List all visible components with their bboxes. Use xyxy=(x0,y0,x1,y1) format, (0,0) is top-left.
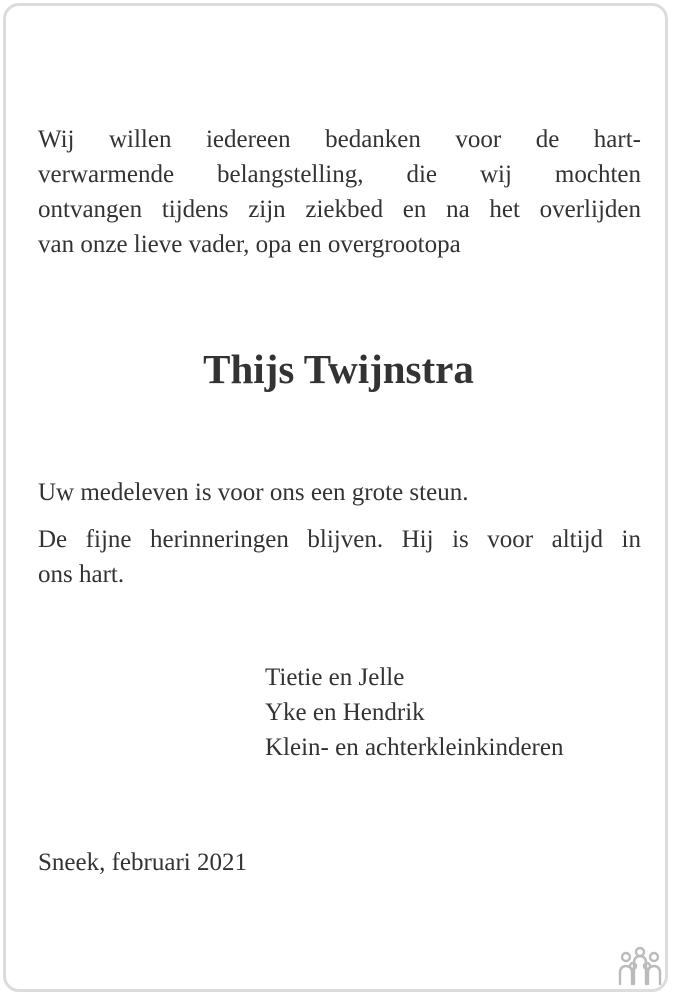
message-line: ons hart. xyxy=(38,561,125,588)
signer: Klein- en achterkleinkinderen xyxy=(265,734,564,761)
intro-line: van onze lieve vader, opa en overgrootopa xyxy=(38,231,461,258)
signer: Yke en Hendrik xyxy=(265,699,425,726)
message-line: Uw medeleven is voor ons een grote steun. xyxy=(38,479,469,506)
family-people-icon xyxy=(616,944,664,986)
intro-line: ontvangen tijdens zijn ziekbed en na het overlijden xyxy=(38,196,641,223)
place-date: Sneek, februari 2021 xyxy=(38,849,247,876)
intro-line: Wij willen iedereen bedanken voor de hart- xyxy=(38,126,641,153)
signers-list xyxy=(265,660,563,765)
intro-line: verwarmende belangstelling, die wij mochten xyxy=(38,161,641,188)
signer: Tietie en Jelle xyxy=(265,664,405,691)
message-paragraph xyxy=(38,522,641,592)
deceased-name: Thijs Twijnstra xyxy=(203,346,474,392)
thank-you-intro xyxy=(38,122,641,262)
message-line: De fijne herinneringen blijven. Hij is voor altijd in xyxy=(38,526,641,553)
